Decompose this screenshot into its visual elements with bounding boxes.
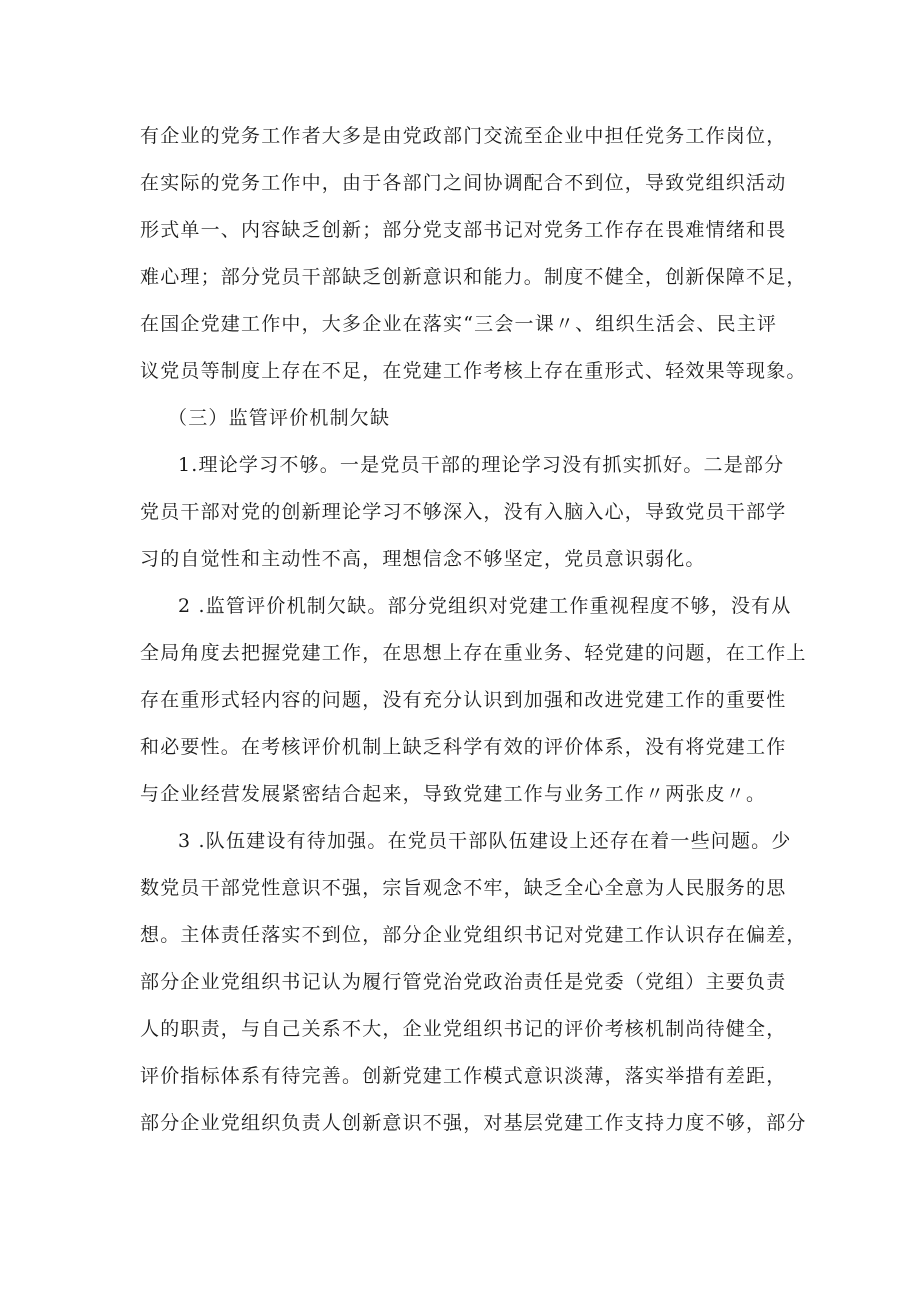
paragraph-start-line: 1.理论学习不够。一是党员干部的理论学习没有抓实抓好。二是部分 xyxy=(178,454,785,476)
text-line: 有企业的党务工作者大多是由党政部门交流至企业中担任党务工作岗位， xyxy=(140,125,787,147)
text-line: 部分企业党组织书记认为履行管党治党政治责任是党委（党组）主要负责 xyxy=(140,971,787,993)
text-line: 形式单一、内容缺乏创新；部分党支部书记对党务工作存在畏难情绪和畏 xyxy=(140,219,787,241)
text-line: 在实际的党务工作中，由于各部门之间协调配合不到位，导致党组织活动 xyxy=(140,172,787,194)
text-line: 想。主体责任落实不到位，部分企业党组织书记对党建工作认识存在偏差， xyxy=(140,924,807,946)
text-line: 习的自觉性和主动性不高，理想信念不够坚定，党员意识弱化。 xyxy=(140,548,706,570)
paragraph-start-line: 2 .监管评价机制欠缺。部分党组织对党建工作重视程度不够，没有从 xyxy=(178,595,792,617)
text-line: 在国企党建工作中，大多企业在落实“三会一课〃、组织生活会、民主评 xyxy=(140,313,778,335)
text-line: 党员干部对党的创新理论学习不够深入，没有入脑入心，导致党员干部学 xyxy=(140,501,787,523)
text-line: 数党员干部党性意识不强，宗旨观念不牢，缺乏全心全意为人民服务的思 xyxy=(140,877,787,899)
text-line: 人的职责，与自己关系不大，企业党组织书记的评价考核机制尚待健全， xyxy=(140,1018,787,1040)
text-line: 议党员等制度上存在不足，在党建工作考核上存在重形式、轻效果等现象。 xyxy=(140,360,807,382)
text-line: 难心理；部分党员干部缺乏创新意识和能力。制度不健全，创新保障不足， xyxy=(140,266,807,288)
text-line: 与企业经营发展紧密结合起来，导致党建工作与业务工作〃两张皮〃。 xyxy=(140,783,767,805)
text-line: 和必要性。在考核评价机制上缺乏科学有效的评价体系，没有将党建工作 xyxy=(140,736,787,758)
paragraph-start-line: 3 .队伍建设有待加强。在党员干部队伍建设上还存在着一些问题。少 xyxy=(178,830,792,852)
text-line: 存在重形式轻内容的问题，没有充分认识到加强和改进党建工作的重要性 xyxy=(140,689,787,711)
section-heading: （三）监管评价机制欠缺 xyxy=(168,407,391,429)
text-line: 部分企业党组织负责人创新意识不强，对基层党建工作支持力度不够，部分 xyxy=(140,1112,807,1134)
text-line: 全局角度去把握党建工作，在思想上存在重业务、轻党建的问题，在工作上 xyxy=(140,642,807,664)
text-line: 评价指标体系有待完善。创新党建工作模式意识淡薄，落实举措有差距， xyxy=(140,1065,787,1087)
